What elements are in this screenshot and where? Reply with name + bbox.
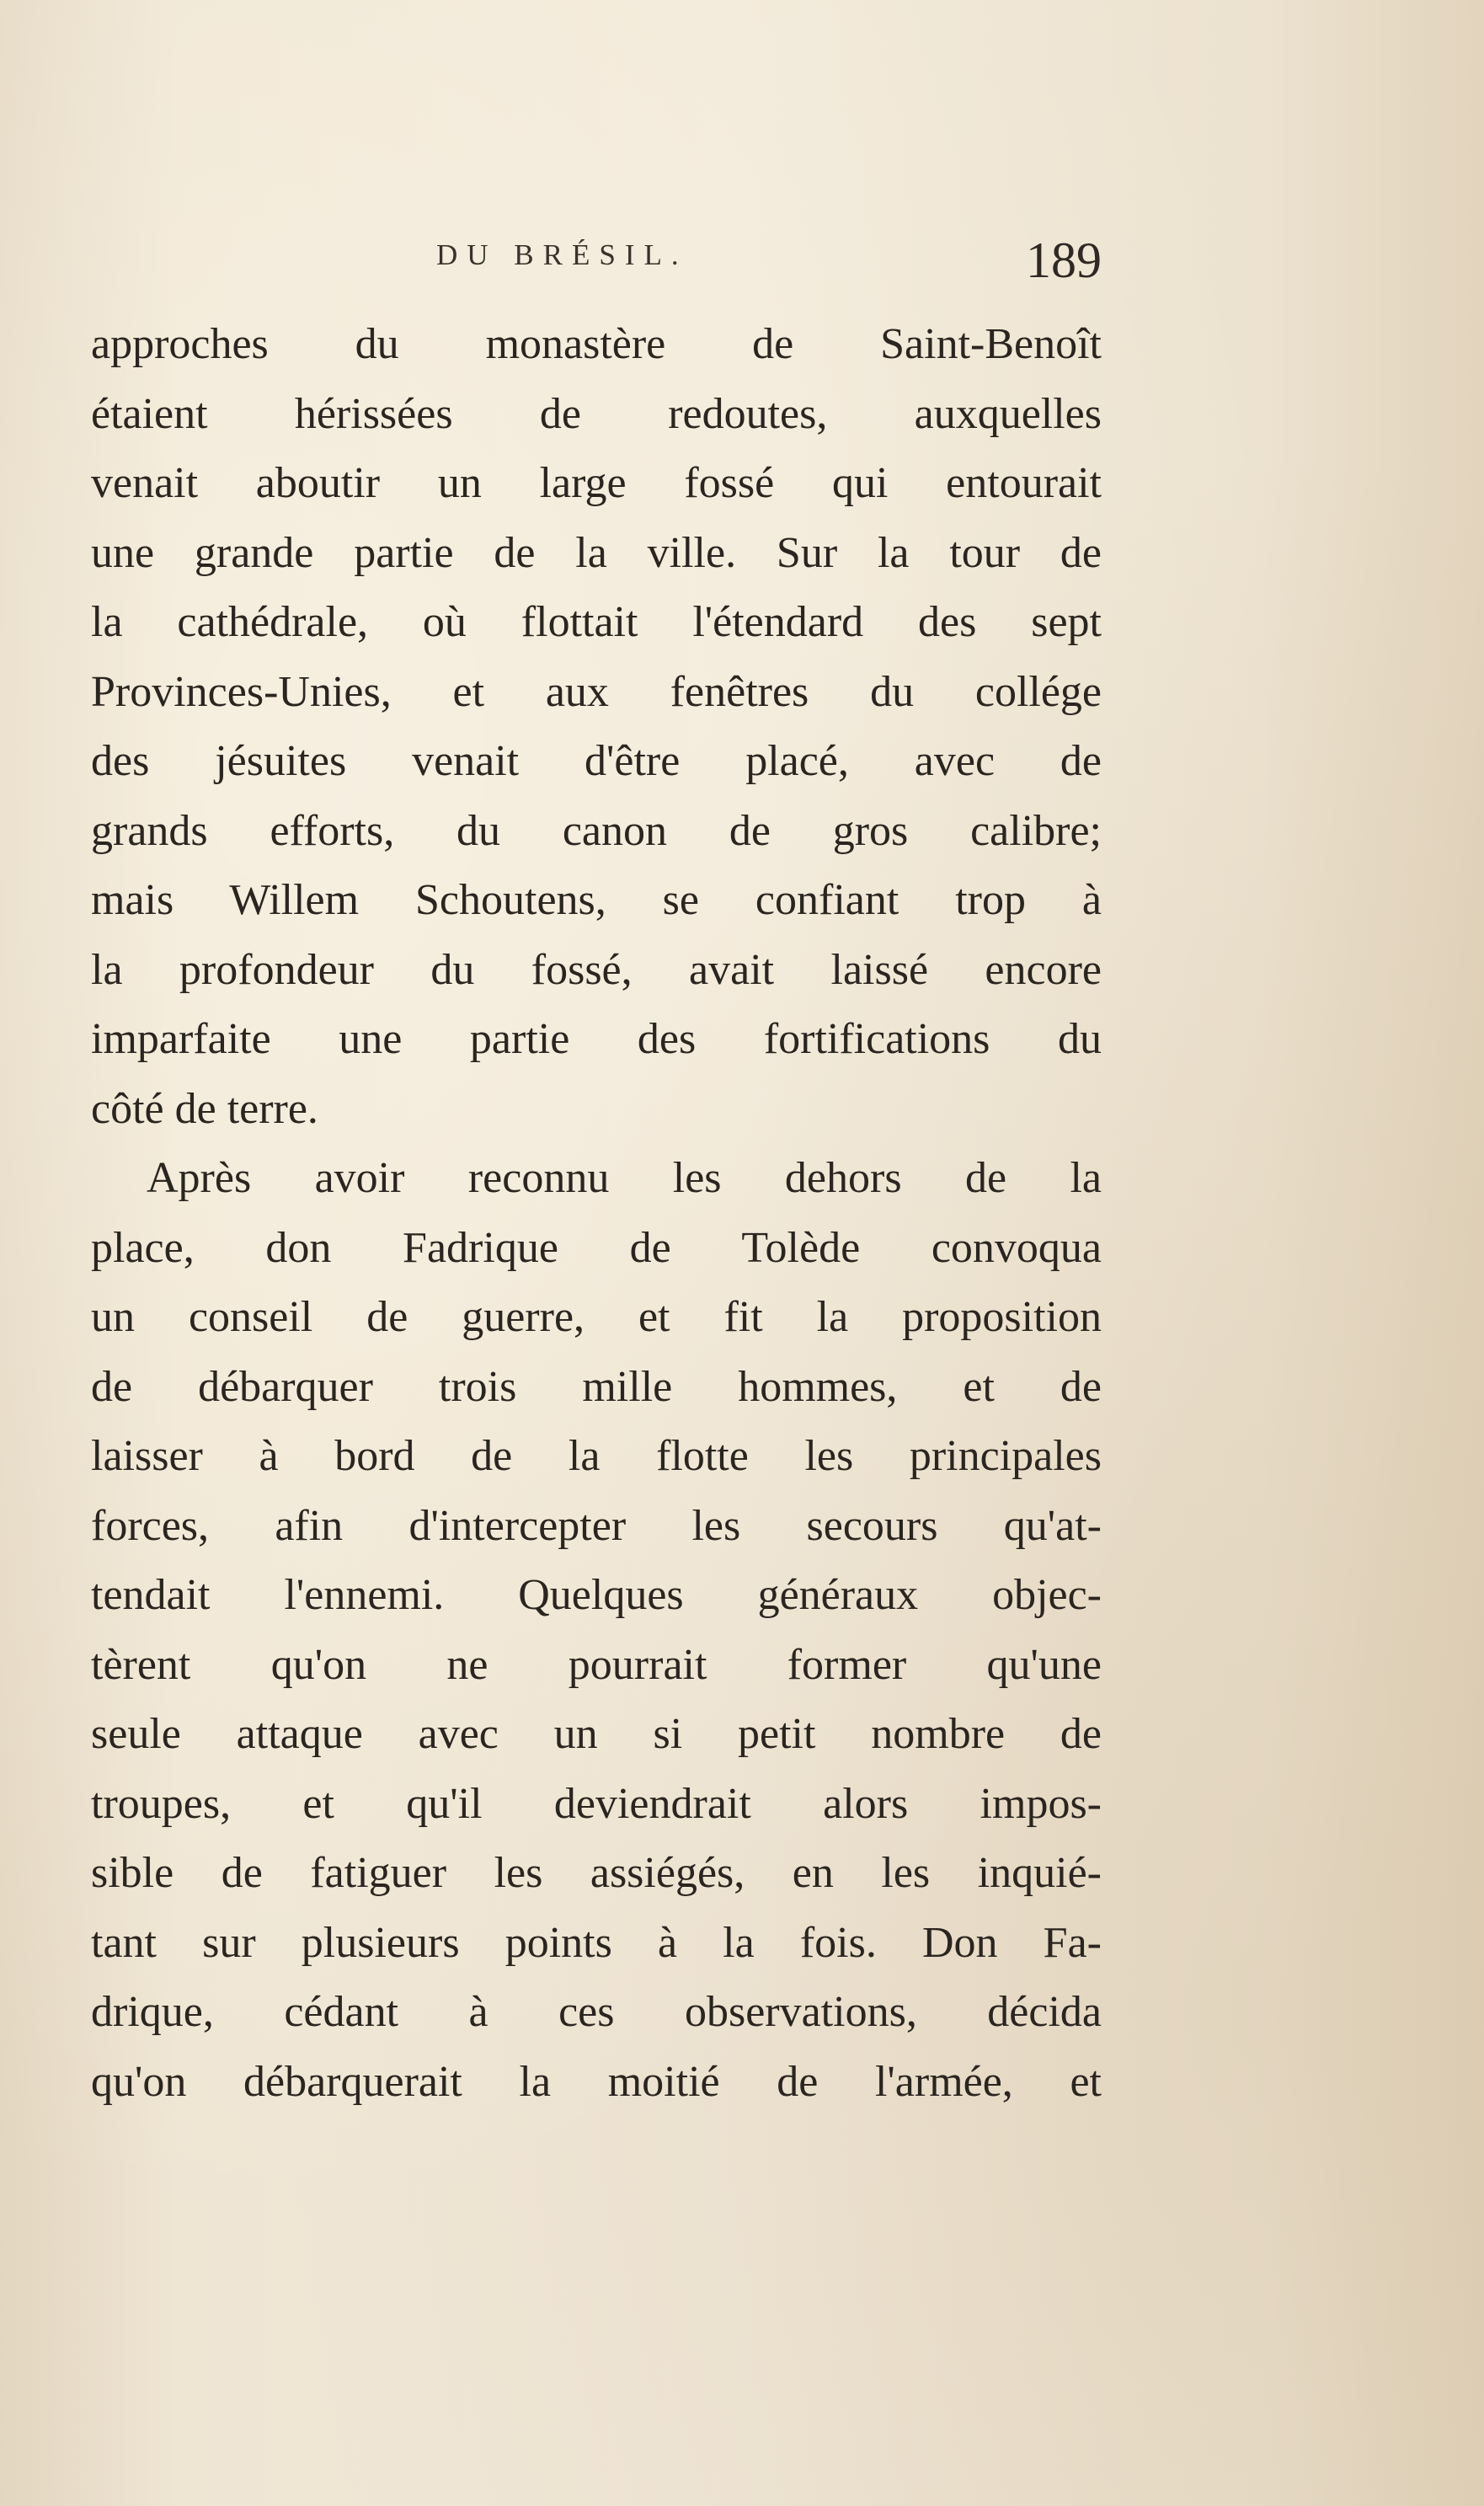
page-number: 189 [1026,232,1102,288]
paragraph-2 [91,1144,1102,2117]
text-line: côté de terre. [91,1084,318,1133]
text-line: imparfaite une partie des fortifications du [91,1015,1102,1063]
text-line: des jésuites venait d'être placé, avec de [91,737,1102,785]
text-line: seule attaque avec un si petit nombre de [91,1710,1102,1758]
text-line: qu'on débarquerait la moitié de l'armée, et [91,2057,1102,2106]
paragraph-1 [91,310,1102,1144]
text-line: sible de fatiguer les assiégés, en les inquié- [91,1849,1102,1897]
text-line: tant sur plusieurs points à la fois. Don Fa- [91,1918,1102,1967]
text-line: une grande partie de la ville. Sur la tour de [91,528,1102,577]
text-line: de débarquer trois mille hommes, et de [91,1362,1102,1411]
text-line: Après avoir reconnu les dehors de la [147,1154,1102,1202]
text-line: laisser à bord de la flotte les principales [91,1432,1102,1480]
text-line: tendait l'ennemi. Quelques généraux objec- [91,1571,1102,1619]
text-line: Provinces-Unies, et aux fenêtres du collége [91,667,1102,716]
text-line: approches du monastère de Saint-Benoît [91,320,1102,368]
text-line: grands efforts, du canon de gros calibre; [91,806,1102,855]
running-title: DU BRÉSIL. [436,238,688,271]
text-line: un conseil de guerre, et fit la proposition [91,1293,1102,1341]
body-text [91,310,1102,2117]
text-line: la profondeur du fossé, avait laissé encore [91,945,1102,994]
running-head [91,232,1102,291]
text-line: place, don Fadrique de Tolède convoqua [91,1223,1102,1272]
text-line: tèrent qu'on ne pourrait former qu'une [91,1640,1102,1689]
text-line: forces, afin d'intercepter les secours qu'at- [91,1501,1102,1550]
text-line: étaient hérissées de redoutes, auxquelles [91,389,1102,438]
text-line: la cathédrale, où flottait l'étendard des sept [91,598,1102,646]
text-line: venait aboutir un large fossé qui entourait [91,459,1102,507]
text-line: mais Willem Schoutens, se confiant trop à [91,876,1102,924]
text-line: troupes, et qu'il deviendrait alors impos- [91,1779,1102,1828]
text-line: drique, cédant à ces observations, décida [91,1988,1102,2036]
